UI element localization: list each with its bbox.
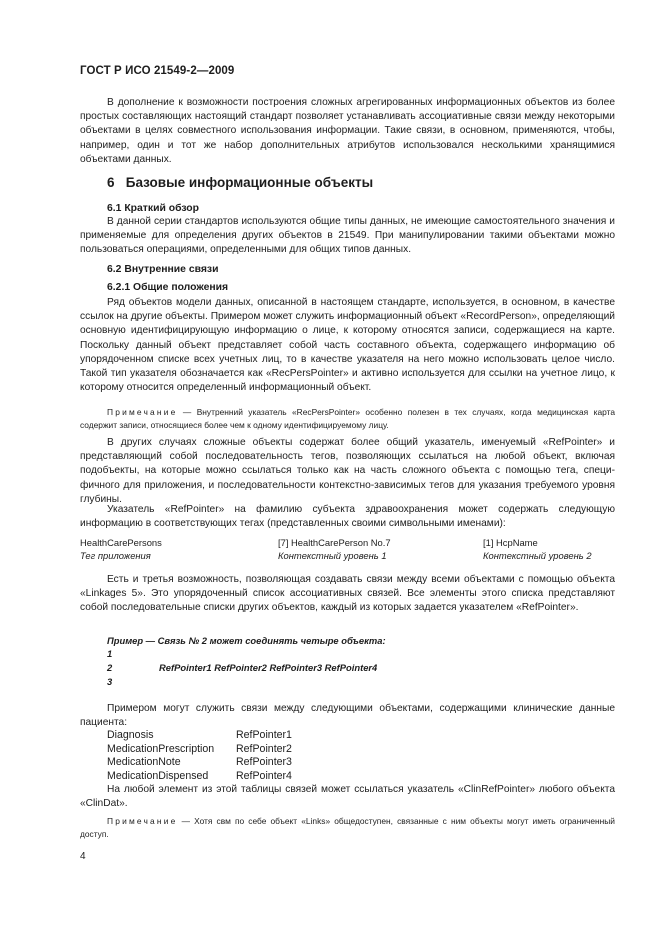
links-object: Diagnosis bbox=[107, 729, 154, 741]
document-header: ГОСТ Р ИСО 21549-2—2009 bbox=[80, 65, 235, 77]
subsection-6-2-1-heading: 6.2.1 Общие положения bbox=[107, 282, 229, 293]
note-text: — Внутренний указатель «RecPersPointer» особенно полезен в тех случаях, когда медицинская карта содержит записи, относящиеся более чем к одному идентифицируемому лицу. bbox=[80, 407, 615, 430]
links-pointer: RefPointer1 bbox=[236, 729, 292, 741]
note-2 bbox=[80, 815, 615, 841]
tag-cell: HealthCarePersons bbox=[80, 537, 162, 548]
tag-level-cell: Контекстный уровень 1 bbox=[278, 550, 387, 561]
intro-paragraph: В дополнение к возможности построения сложных агрегированных информационных объектов из более простых составляющих настоящий стандарт позволяет устанавливать ассоциативные связи между некоторыми объектами в целях совместного использования информации. Такие связи, в основном, применяются, чтобы, например, один и тот же набор дополнительных атрибутов использовался несколькими хранящимися объектами данных. bbox=[80, 97, 615, 165]
example-pointers: RefPointer1 RefPointer2 RefPointer3 RefPointer4 bbox=[159, 662, 378, 673]
example-number: 3 bbox=[107, 676, 113, 687]
links-pointer: RefPointer2 bbox=[236, 743, 292, 755]
paragraph-tag-info: Указатель «RefPointer» на фамилию субъекта здравоохранения может содержать следующую информацию в соответствующих тегах (представленных своими символьными именами): bbox=[80, 504, 615, 530]
tag-level-cell: Контекстный уровень 2 bbox=[483, 550, 592, 561]
section-title: Базовые информационные объекты bbox=[125, 175, 374, 190]
paragraph-linkages: Есть и третья возможность, позволяющая создавать связи между всеми объектами с помощью объекта «Linkages 5». Это упорядоченный список ассоциативных связей. Все элементы этого списка представляют собой последовательные списки других объектов, каждый из которых задается указателем «RefPointer». bbox=[80, 574, 615, 614]
paragraph-clinrefpointer: На любой элемент из этой таблицы связей может ссылаться указатель «ClinRefPointer» любого объекта «ClinDat». bbox=[80, 784, 615, 810]
example-title: Пример — Связь № 2 может соединять четыре объекта: bbox=[107, 635, 386, 646]
links-object: MedicationNote bbox=[107, 756, 181, 768]
subsection-6-1-text: В данной серии стандартов используются общие типы данных, не имеющие самостоятельного значения и применяемые для определения других объектов в 21549. При манипулировании такими объектами можно пользоваться операциями, определенными для общих типов данных. bbox=[80, 216, 615, 256]
section-6-heading bbox=[107, 175, 373, 190]
section-number: 6 bbox=[107, 175, 115, 190]
subsection-6-2-heading: 6.2 Внутренние связи bbox=[107, 264, 219, 275]
subsection-6-1-heading: 6.1 Краткий обзор bbox=[107, 203, 199, 214]
example-number: 1 bbox=[107, 648, 113, 659]
paragraph-refpointer-intro: Ряд объектов модели данных, описанной в настоящем стандарте, используется, в основном, в качестве ссылок на другие объекты. Примером может служить информационный объект «RecordPerson», определяющий основную идентифицирующую информацию о лице, к которому относятся записи, содержащиеся на карте. Поскольку данный объект представляет собой часть составного объекта, содержащего информацию об упорядоченном списке всех учетных лиц, то в качестве указателя на него можно использовать целое число. Такой тип указателя обозначается как «RecPersPointer» и активно используется для ссылки на учетное лицо, к которому относится определенный информационный объект. bbox=[80, 297, 615, 394]
links-object: MedicationPrescription bbox=[107, 743, 215, 755]
page-number: 4 bbox=[80, 851, 86, 862]
note-label: Примечание bbox=[107, 407, 178, 417]
paragraph-clinical-example: Примером могут служить связи между следующими объектами, содержащими клинические данные пациента: bbox=[80, 703, 615, 729]
note-text: — Хотя свм по себе объект «Links» общедоступен, связанные с ним объекты могут иметь ограниченный доступ. bbox=[80, 816, 615, 839]
note-1 bbox=[80, 406, 615, 432]
links-pointer: RefPointer4 bbox=[236, 770, 292, 782]
tag-cell: [7] HealthCarePerson No.7 bbox=[278, 537, 391, 548]
links-pointer: RefPointer3 bbox=[236, 756, 292, 768]
example-number: 2 bbox=[107, 662, 113, 673]
tag-cell: [1] HcpName bbox=[483, 537, 538, 548]
paragraph-general-pointer: В других случаях сложные объекты содержат более общий указатель, именуемый «RefPointer» и представляющий собой последовательность тегов, позволяющих ссылаться на любой объект, включая подобъекты, на которые можно ссылаться только как на часть сложного объекта с помощью тега, специфичного для приложения, и последовательности контекстно-зависимых тегов для указания требуемого уровня глубины. bbox=[80, 437, 615, 505]
tag-level-cell: Тег приложения bbox=[80, 550, 151, 561]
links-object: MedicationDispensed bbox=[107, 770, 209, 782]
note-label: Примечание bbox=[107, 816, 178, 826]
